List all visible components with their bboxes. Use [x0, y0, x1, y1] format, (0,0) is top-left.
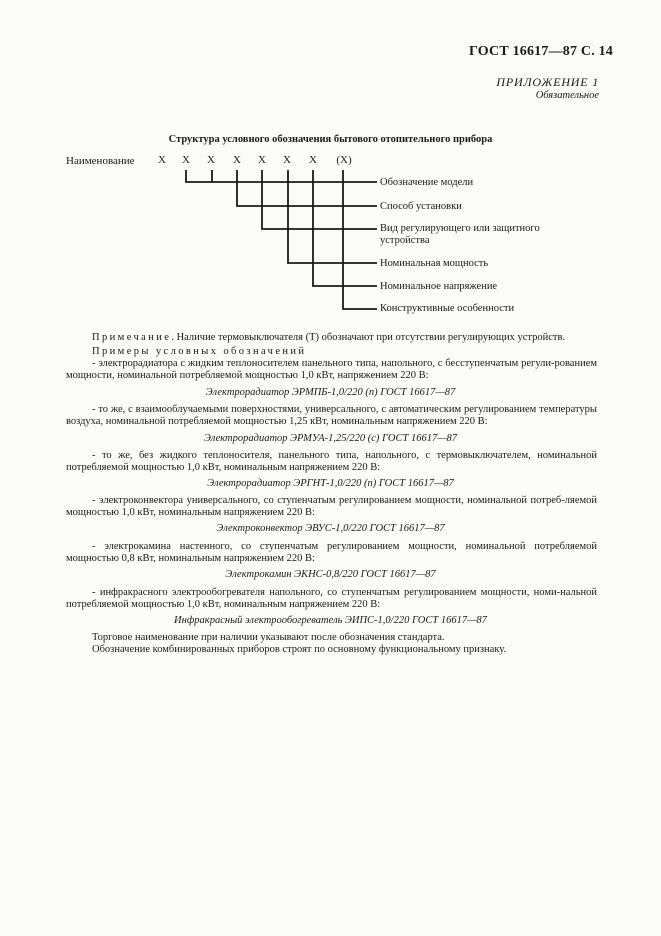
example-3-text: - то же, без жидкого теплоносителя, панельного типа, напольного, с термовыключателем, номинальной потребляемой мощностью 1,0 кВт, номинальным напряжением 220 В: [66, 450, 597, 473]
note-paragraph [92, 332, 597, 344]
example-4-text: - электроконвектора универсального, со ступенчатым регулированием мощности, номинальной потреб-ляемой мощностью 1,0 кВт, номинальным напряжением 220 В: [66, 495, 597, 518]
diagram-letter-8: (X) [336, 154, 352, 166]
diagram-letter-6: X [283, 154, 291, 166]
diagram-letter-7: X [309, 154, 317, 166]
diagram-letter-5: X [258, 154, 266, 166]
note-label: Примечание [92, 332, 172, 343]
page-header: ГОСТ 16617—87 С. 14 [469, 44, 613, 59]
example-2-text: - то же, с взаимооблучаемыми поверхностями, универсального, с автоматическим регулированием температуры воздуха, номинальной потребляемой мощностью 1,25 кВт, номинальным напряжением 220 В: [66, 404, 597, 427]
appendix-number: ПРИЛОЖЕНИЕ 1 [496, 75, 599, 89]
example-6-formula: Инфракрасный электрообогреватель ЭИПС-1,0/220 ГОСТ 16617—87 [174, 615, 487, 626]
example-4-formula: Электроконвектор ЭВУС-1,0/220 ГОСТ 16617—87 [216, 523, 445, 534]
diagram-letter-1: X [158, 154, 166, 166]
diagram-label-power: Номинальная мощность [380, 258, 489, 269]
footer-note-1: Торговое наименование при наличии указывают после обозначения стандарта. [92, 632, 445, 643]
diagram-label-control-1: Вид регулирующего или защитного [380, 223, 540, 234]
example-2-formula: Электрорадиатор ЭРМУА-1,25/220 (с) ГОСТ 16617—87 [203, 433, 458, 444]
example-1-formula: Электрорадиатор ЭРМПБ-1,0/220 (п) ГОСТ 16617—87 [205, 387, 456, 398]
diagram-title: Структура условного обозначения бытового отопительного прибора [168, 134, 493, 145]
diagram-letter-2: X [182, 154, 190, 166]
examples-heading: Примеры условных обозначений [92, 346, 307, 357]
example-5-text: - электрокамина настенного, со ступенчатым регулированием мощности, номинальной потребляемой мощностью 0,8 кВт, номинальным напряжением 220 В: [66, 541, 597, 564]
diagram-letter-4: X [233, 154, 241, 166]
diagram-label-installation: Способ установки [380, 201, 462, 212]
footer-note-2: Обозначение комбинированных приборов строят по основному функциональному признаку. [92, 644, 507, 655]
diagram-label-features: Конструктивные особенности [380, 303, 515, 314]
example-5-formula: Электрокамин ЭКНС-0,8/220 ГОСТ 16617—87 [225, 569, 436, 580]
diagram-label-model: Обозначение модели [380, 177, 474, 188]
diagram-label-control-2: устройства [380, 235, 430, 246]
diagram-name-label: Наименование [66, 155, 135, 167]
example-6-text: - инфракрасного электрообогревателя напольного, со ступенчатым регулированием мощности, номи-нальной потребляемой мощностью 1,0 кВт, номинальным напряжением 220 В: [66, 587, 597, 610]
example-3-formula: Электрорадиатор ЭРГНТ-1,0/220 (п) ГОСТ 16617—87 [207, 478, 454, 489]
diagram-lines [0, 0, 661, 330]
appendix-status: Обязательное [535, 90, 599, 101]
diagram-label-voltage: Номинальное напряжение [380, 281, 498, 292]
diagram-letter-3: X [207, 154, 215, 166]
example-1-text: - электрорадиатора с жидким теплоносителем панельного типа, напольного, с бесступенчатым регули-рованием мощности, номинальной потребляемой мощностью 1,0 кВт, напряжением 220 В: [66, 358, 597, 381]
note-text: . Наличие термовыключателя (Т) обозначают при отсутствии регулирующих устройств. [171, 332, 566, 343]
